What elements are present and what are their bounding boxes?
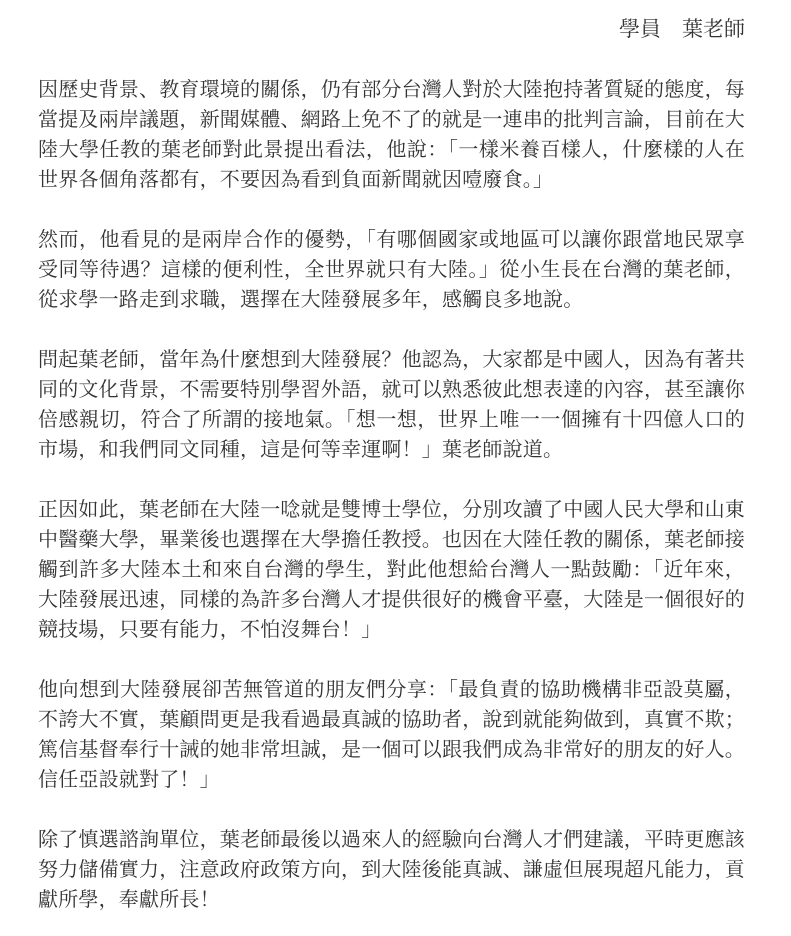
paragraph-2: 然而，他看見的是兩岸合作的優勢，「有哪個國家或地區可以讓你跟當地民眾享受同等待遇？這樣的便利性，全世界就只有大陸。」從小生長在台灣的葉老師，從求學一路走到求職，選擇在大陸發展多年，感觸良多地說。 [38, 229, 745, 311]
byline: 學員 葉老師 [619, 17, 745, 41]
paragraph-3: 問起葉老師，當年為什麼想到大陸發展？他認為，大家都是中國人，因為有著共同的文化背景，不需要特別學習外語，就可以熟悉彼此想表達的內容，甚至讓你倍感親切，符合了所謂的接地氣。「想一想，世界上唯一一個擁有十四億人口的市場，和我們同文同種，這是何等幸運啊！」葉老師說道。 [38, 349, 745, 461]
paragraph-5: 他向想到大陸發展卻苦無管道的朋友們分享：「最負責的協助機構非亞設莫屬，不誇大不實，葉顧問更是我看過最真誠的協助者，說到就能夠做到，真實不欺；篤信基督奉行十誡的她非常坦誠，是一個可以跟我們成為非常好的朋友的好人。信任亞設就對了！」 [38, 679, 745, 791]
paragraph-6: 除了慎選諮詢單位，葉老師最後以過來人的經驗向台灣人才們建議，平時更應該努力儲備實力，注意政府政策方向，到大陸後能真誠、謙虛但展現超凡能力，貢獻所學，奉獻所長！ [38, 829, 745, 911]
paragraph-4: 正因如此，葉老師在大陸一唸就是雙博士學位，分別攻讀了中國人民大學和山東中醫藥大學，畢業後也選擇在大學擔任教授。也因在大陸任教的關係，葉老師接觸到許多大陸本土和來自台灣的學生，對此他想給台灣人一點鼓勵：「近年來，大陸發展迅速，同樣的為許多台灣人才提供很好的機會平臺，大陸是一個很好的競技場，只要有能力，不怕沒舞台！」 [38, 499, 745, 641]
paragraph-1: 因歷史背景、教育環境的關係，仍有部分台灣人對於大陸抱持著質疑的態度，每當提及兩岸議題，新聞媒體、網路上免不了的就是一連串的批判言論，目前在大陸大學任教的葉老師對此景提出看法，他說：「一樣米養百樣人，什麼樣的人在世界各個角落都有，不要因為看到負面新聞就因噎廢食。」 [38, 79, 745, 191]
